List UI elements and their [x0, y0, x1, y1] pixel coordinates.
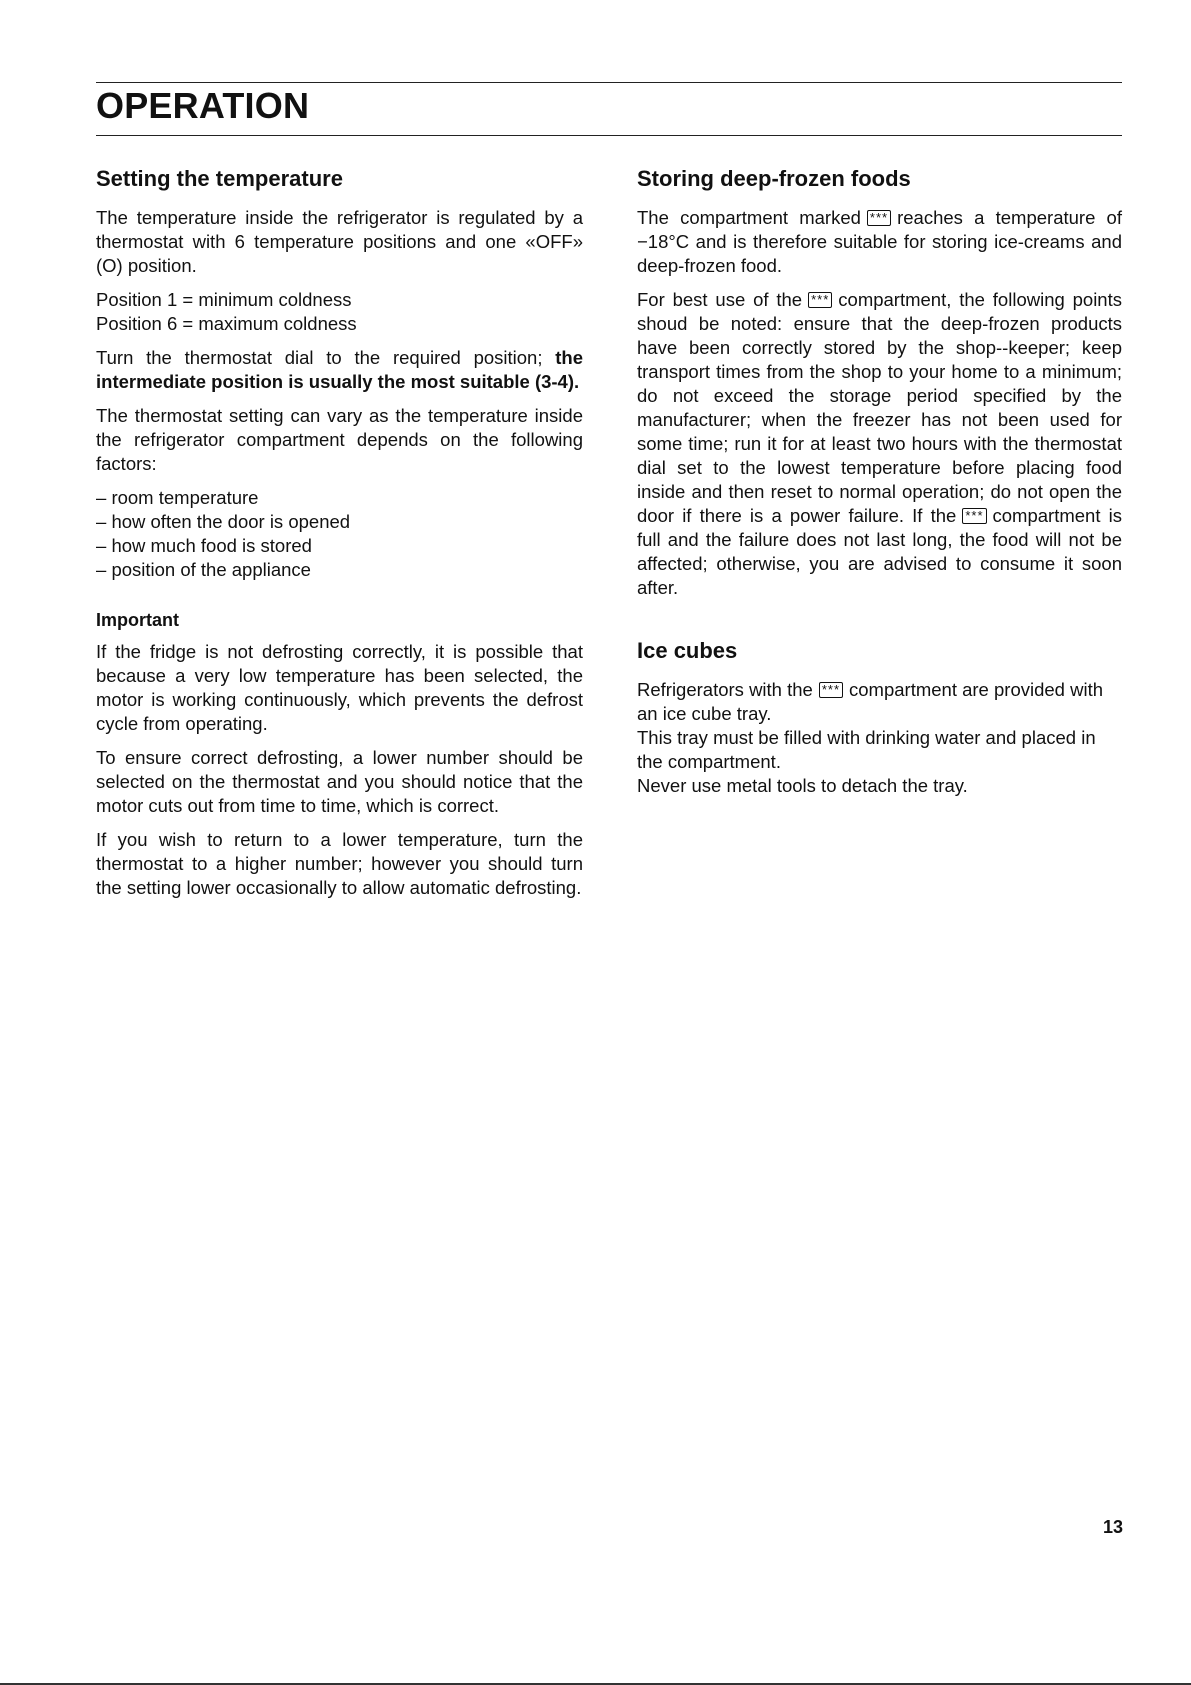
setting-temperature-heading: Setting the temperature [96, 166, 343, 191]
setting-temperature-section [96, 164, 583, 582]
thermostat-dial-paragraph [96, 346, 583, 394]
dial-instruction-text: Turn the thermostat dial to the required position; [96, 347, 556, 368]
left-column [96, 164, 583, 910]
section-spacer [637, 610, 1122, 636]
important-heading: Important [96, 610, 179, 630]
important-paragraph-3: If you wish to return to a lower temperature, turn the thermostat to a higher number; however you should turn the setting lower occasionally to allow automatic defrosting. [96, 829, 583, 898]
storage-advice-text: compartment, the following points shoud be noted: ensure that the deep-frozen products have been correctly stored by the shop--keeper; keep transport times from the shop to your home to a minimum; do not exceed the storage period specified by the manufacturer; when the freezer has not been used for some time; run it for at least two hours with the thermostat dial set to the lowest temperature before placing food inside and then reset to normal operation; do not open the door if there is a power failure. If the [637, 289, 1122, 526]
recommended-setting-text: the intermediate position is usually the most suitable (3-4). [96, 347, 583, 392]
position-list [96, 288, 583, 336]
compartment-marked-text: The compartment marked [637, 207, 861, 228]
three-star-icon: *** [808, 292, 832, 308]
list-item: – how much food is stored [96, 534, 583, 558]
three-star-icon: *** [867, 210, 891, 226]
setting-intro-paragraph: The temperature inside the refrigerator is regulated by a thermostat with 6 temperature positions and one «OFF» (O) position. [96, 207, 583, 276]
list-item: – how often the door is opened [96, 510, 583, 534]
title-underline [96, 135, 1122, 136]
power-failure-text: compartment is full and the failure does not last long, the food will not be affected; otherwise, you are advised to consume it soon after. [637, 505, 1122, 598]
deep-frozen-paragraph-2 [637, 288, 1122, 600]
ice-cubes-heading: Ice cubes [637, 638, 738, 663]
important-section [96, 608, 583, 900]
page-number: 13 [1102, 1517, 1123, 1537]
three-star-icon: *** [962, 508, 986, 524]
deep-frozen-heading: Storing deep-frozen foods [637, 166, 911, 191]
best-use-text: For best use of the [637, 289, 803, 310]
deep-frozen-section [637, 164, 1122, 600]
top-rule [96, 82, 1122, 83]
position-6-line: Position 6 = maximum coldness [96, 313, 357, 334]
deep-frozen-paragraph-1 [637, 206, 1122, 278]
page-title: OPERATION [96, 85, 310, 126]
list-item: – position of the appliance [96, 558, 583, 582]
ice-tray-intro-b: compartment are provided with an ice cube tray. [637, 679, 1103, 724]
factors-list [96, 486, 583, 582]
list-item: – room temperature [96, 486, 583, 510]
fill-tray-line: This tray must be filled with drinking water and placed in the compartment. [637, 727, 1096, 772]
ice-tray-intro-a: Refrigerators with the [637, 679, 813, 700]
ice-cubes-section [637, 636, 1122, 798]
three-star-icon: *** [819, 682, 843, 698]
factors-intro-paragraph: The thermostat setting can vary as the temperature inside the refrigerator compartment depends on the following factors: [96, 405, 583, 474]
important-paragraph-1: If the fridge is not defrosting correctly, it is possible that because a very low temperature has been selected, the motor is working continuously, which prevents the defrost cycle from operating. [96, 641, 583, 734]
right-column [637, 164, 1122, 808]
position-1-line: Position 1 = minimum coldness [96, 289, 352, 310]
temperature-text: reaches a temperature of −18°C and is therefore suitable for storing ice-creams and deep-frozen food. [637, 207, 1122, 276]
metal-tools-warning: Never use metal tools to detach the tray. [637, 775, 968, 796]
ice-cubes-text [637, 678, 1122, 798]
important-paragraph-2: To ensure correct defrosting, a lower number should be selected on the thermostat and you should notice that the motor cuts out from time to time, which is correct. [96, 747, 583, 816]
section-spacer [96, 592, 583, 608]
